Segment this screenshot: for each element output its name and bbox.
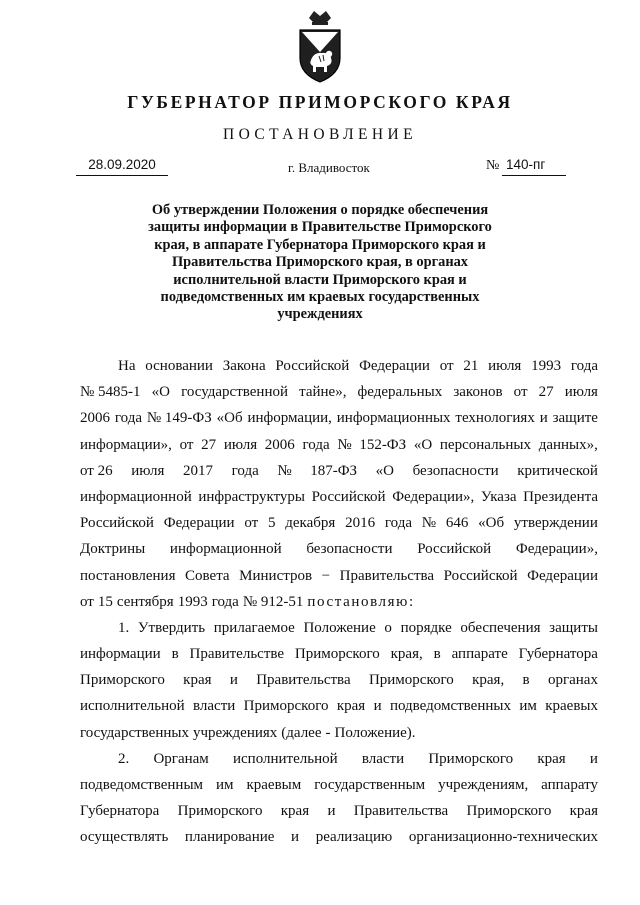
document-city: г. Владивосток: [288, 160, 370, 175]
body-word: подведомственных: [389, 698, 511, 715]
body-word: власти: [361, 750, 405, 767]
body-line: [80, 565, 598, 591]
body-word: в: [433, 646, 441, 663]
body-word: и: [539, 410, 548, 427]
body-word: № 912-51: [242, 593, 304, 610]
body-word: от: [513, 384, 528, 401]
body-word: №: [337, 436, 352, 453]
body-word: «О: [413, 436, 433, 453]
body-word: Российской: [311, 488, 386, 505]
body-word: власти: [193, 698, 236, 715]
document-number: 140-пг: [506, 157, 546, 172]
body-word: года: [114, 410, 142, 427]
body-word: и: [291, 829, 300, 846]
body-line: [80, 460, 598, 486]
body-line: [80, 722, 598, 748]
body-word: Президента: [523, 488, 598, 505]
body-word: Российской: [443, 567, 518, 584]
body-line: [80, 617, 598, 643]
body-word: 2016: [345, 515, 376, 532]
body-line: [80, 538, 598, 564]
body-word: года: [384, 515, 413, 532]
body-word: Приморского: [243, 698, 329, 715]
body-word: 2017: [183, 462, 214, 479]
body-word: аппарату: [541, 777, 598, 793]
body-word: края,: [390, 646, 423, 663]
body-word: №: [421, 515, 437, 532]
body-word: персональных: [439, 436, 531, 453]
body-word: данных»,: [538, 436, 598, 453]
body-word: организационно-технических: [408, 829, 598, 846]
body-word: информации»,: [80, 436, 172, 453]
number-underline: [502, 175, 566, 176]
body-word: постановления: [80, 567, 176, 584]
body-line: [80, 669, 598, 695]
body-line: [80, 381, 598, 407]
body-word: технологиях: [455, 410, 535, 427]
body-word: 1.: [118, 619, 130, 636]
body-word: 2006: [264, 436, 295, 453]
body-word: края: [183, 672, 212, 689]
body-word: государственной: [181, 384, 288, 401]
body-word: 2.: [118, 750, 130, 767]
body-word: края: [569, 803, 598, 820]
body-word: основании: [145, 358, 213, 374]
title-line: защиты информации в Правительстве Приморского: [148, 219, 492, 236]
body-line: [80, 434, 598, 460]
body-word: осуществлять: [80, 829, 169, 846]
body-line: [80, 826, 598, 852]
body-word: Приморского: [428, 750, 514, 767]
body-word: Губернатора: [80, 803, 160, 820]
title-line: края, в аппарате Губернатора Приморского края и: [154, 236, 486, 253]
body-word: 5: [267, 515, 276, 532]
number-sign: №: [486, 158, 500, 173]
body-word: края: [336, 698, 366, 715]
body-word: «Об: [478, 515, 505, 532]
body-word: 21: [463, 358, 479, 374]
body-word: законов: [453, 384, 503, 401]
body-word: Приморского: [177, 803, 263, 820]
body-word: № 149-ФЗ: [146, 410, 212, 427]
body-word: 152-ФЗ: [359, 436, 407, 453]
body-word: Министров: [239, 567, 313, 584]
body-word: (далее: [281, 724, 322, 741]
body-word: от: [439, 358, 454, 374]
body-word: от 26: [80, 462, 113, 479]
document-body: [80, 355, 598, 853]
body-word: органах: [547, 672, 598, 689]
body-word: года: [302, 436, 330, 453]
body-word: Положение).: [334, 724, 416, 741]
body-word: Федерации»,: [392, 488, 475, 505]
body-word: «Об: [216, 410, 243, 427]
body-word: 187-ФЗ: [310, 462, 358, 479]
body-word: 1993: [531, 358, 562, 374]
body-word: в: [522, 672, 530, 689]
body-word: и: [327, 803, 336, 820]
body-word: краевых: [545, 698, 598, 715]
body-word: от: [179, 436, 194, 453]
body-word: −: [321, 567, 331, 584]
body-word: обеспечения: [460, 619, 541, 636]
document-type: ПОСТАНОВЛЕНИЕ: [223, 126, 417, 143]
body-word: Положение: [303, 619, 376, 636]
body-word: инфраструктуры: [198, 488, 306, 505]
body-word: реализацию: [315, 829, 393, 846]
body-word: безопасности: [412, 462, 499, 479]
title-line: Правительства Приморского края, в органах: [171, 254, 469, 271]
body-word: края: [537, 750, 566, 767]
body-word: Закона: [222, 358, 266, 374]
body-word: Правительства: [339, 567, 435, 584]
body-line: [80, 695, 598, 721]
body-word: №: [277, 462, 292, 479]
body-word: информационных: [336, 410, 451, 427]
date-underline: [76, 175, 168, 176]
body-word: Приморского: [294, 646, 380, 663]
body-word: Федерации: [359, 358, 430, 374]
body-line: [80, 591, 598, 617]
body-word: года: [231, 462, 259, 479]
body-word: от: [80, 593, 94, 610]
body-word: тайне»,: [299, 384, 347, 401]
body-word: защиты: [549, 619, 598, 636]
body-word: исполнительной: [232, 750, 338, 767]
document-date: 28.09.2020: [88, 157, 156, 172]
body-word: и: [589, 750, 598, 767]
body-word: защите: [552, 410, 598, 427]
body-word: Указа: [480, 488, 517, 505]
body-word: краевым: [246, 777, 302, 793]
body-word: подведомственным: [80, 777, 204, 793]
body-word: и: [373, 698, 382, 715]
body-word: 1993: [177, 593, 208, 610]
body-word: 646: [445, 515, 469, 532]
body-word: Российской: [275, 358, 350, 374]
body-line: [80, 407, 598, 433]
body-word: государственных: [80, 724, 189, 741]
body-line: [80, 774, 598, 800]
body-word: Утвердить: [137, 619, 206, 636]
authority-name: ГУБЕРНАТОР ПРИМОРСКОГО КРАЯ: [127, 92, 513, 112]
body-word: «О: [151, 384, 170, 401]
body-word: «О: [375, 462, 394, 479]
body-word: информации: [80, 646, 161, 663]
body-word: информационной: [80, 488, 192, 505]
body-word: аппарате: [451, 646, 508, 663]
body-word: декабря: [285, 515, 336, 532]
body-word: им: [215, 777, 234, 793]
body-word: Органам: [153, 750, 209, 767]
body-word: июля: [223, 436, 258, 453]
body-word: июля: [131, 462, 165, 479]
body-word: Приморского: [466, 803, 552, 820]
body-word: исполнительной: [80, 698, 185, 715]
body-word: безопасности: [306, 541, 393, 558]
body-word: года: [211, 593, 239, 610]
body-word: Российской: [417, 541, 492, 558]
body-line: [80, 486, 598, 512]
body-word: июля: [564, 384, 598, 401]
title-line: исполнительной власти Приморского края и: [173, 271, 467, 288]
body-word: учреждениях: [192, 724, 278, 741]
body-word: Федерации: [163, 515, 235, 532]
body-word: Приморского: [368, 672, 454, 689]
body-word: На: [118, 358, 136, 374]
body-word: федеральных: [357, 384, 443, 401]
body-word: от: [244, 515, 259, 532]
body-word: Совета: [185, 567, 230, 584]
body-line: [80, 355, 598, 381]
title-line: подведомственных им краевых государственных: [160, 289, 480, 306]
body-word: Правительстве: [189, 646, 285, 663]
body-word: Правительства: [353, 803, 449, 820]
body-word: учреждениям,: [438, 777, 529, 793]
body-word: 27: [201, 436, 217, 453]
body-line: [80, 643, 598, 669]
body-word: сентября: [116, 593, 174, 610]
body-word: порядке: [400, 619, 452, 636]
body-word: Губернатора: [518, 646, 598, 663]
body-word: и: [229, 672, 238, 689]
body-word: Доктрины: [80, 541, 146, 558]
body-word: Правительства: [256, 672, 351, 689]
title-line: Об утверждении Положения о порядке обеспечения: [151, 202, 489, 218]
body-word: Приморского: [80, 672, 165, 689]
body-word: в: [171, 646, 179, 663]
body-word: 15: [97, 593, 113, 610]
body-word: № 5485-1: [80, 384, 141, 401]
decree-word: постановляю:: [307, 593, 415, 610]
body-word: края,: [472, 672, 505, 689]
body-line: [80, 748, 598, 774]
coat-of-arms-icon: [297, 8, 343, 86]
body-word: -: [325, 724, 331, 741]
body-word: им: [519, 698, 537, 715]
body-word: 27: [538, 384, 554, 401]
body-line: [80, 800, 598, 826]
body-word: Федерации»,: [515, 541, 598, 558]
body-word: утверждении: [513, 515, 598, 532]
body-word: планирование: [184, 829, 275, 846]
body-word: Российской: [80, 515, 154, 532]
body-word: Федерации: [527, 567, 598, 584]
body-word: критической: [517, 462, 598, 479]
body-word: о: [384, 619, 392, 636]
body-line: [80, 512, 598, 538]
body-word: июля: [488, 358, 522, 374]
body-word: государственным: [314, 777, 426, 793]
body-word: информации,: [247, 410, 332, 427]
title-line: учреждениях: [277, 306, 363, 323]
document-title: [120, 202, 520, 324]
body-word: 2006: [80, 410, 110, 427]
body-word: края: [280, 803, 310, 820]
body-word: прилагаемое: [213, 619, 295, 636]
body-word: информационной: [169, 541, 282, 558]
body-word: года: [570, 358, 598, 374]
